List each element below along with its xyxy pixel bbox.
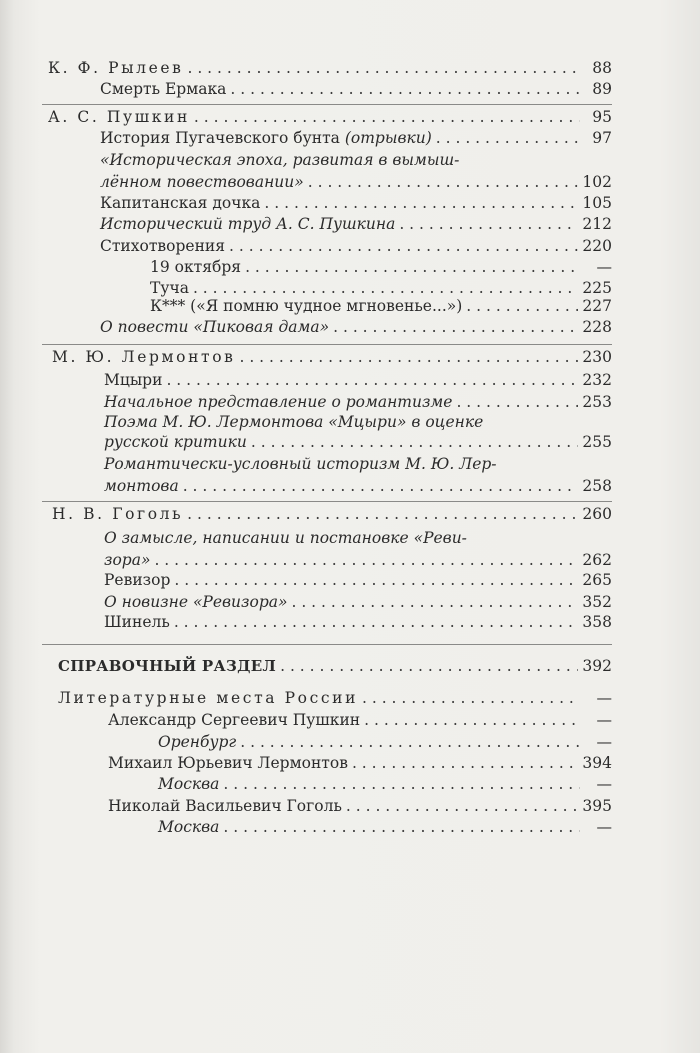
- dot-leader: [280, 656, 578, 676]
- toc-page-number: 358: [582, 613, 612, 631]
- toc-page-number: 394: [582, 754, 612, 772]
- toc-page-number: 225: [582, 279, 612, 297]
- toc-page-number: 228: [582, 318, 612, 336]
- dot-leader: [154, 550, 578, 570]
- dot-leader: [174, 612, 579, 632]
- toc-page-number: 227: [582, 297, 612, 315]
- toc-entry-wrapped-line: Романтически-условный историзм М. Ю. Лер-: [104, 455, 497, 473]
- toc-entry-title: К. Ф. Рылеев: [48, 59, 184, 77]
- toc-entry: [108, 710, 612, 730]
- toc-entry: [104, 570, 612, 590]
- toc-entry: [104, 476, 612, 496]
- toc-entry-title: К*** («Я помню чудное мгновенье...»): [150, 297, 463, 315]
- toc-entry: [48, 58, 612, 78]
- toc-entry: [104, 370, 612, 390]
- toc-entry-title: Михаил Юрьевич Лермонтов: [108, 754, 348, 772]
- dot-leader: [346, 796, 579, 816]
- toc-page-number: 265: [582, 571, 612, 589]
- toc-page-number: 253: [582, 393, 612, 411]
- toc-entry-title: [100, 128, 432, 148]
- toc-entry-title: Москва: [158, 775, 220, 793]
- toc-entry-title: зора»: [104, 551, 151, 569]
- toc-entry: [150, 278, 612, 298]
- toc-entry: [104, 550, 612, 570]
- toc-entry: [58, 688, 612, 708]
- dot-leader: [183, 476, 579, 496]
- toc-entry-wrapped-line: О замысле, написании и постановке «Реви-: [104, 529, 467, 547]
- toc-page-number: 102: [582, 173, 612, 191]
- toc-page-number: —: [596, 733, 612, 751]
- section-divider: [42, 501, 612, 502]
- toc-entry: [52, 504, 612, 524]
- dot-leader: [436, 128, 580, 148]
- toc-page-number: 230: [582, 348, 612, 366]
- dot-leader: [333, 317, 578, 337]
- toc-page-number: 262: [582, 551, 612, 569]
- toc-entry: [104, 392, 612, 412]
- toc-entry-title: русской критики: [104, 433, 247, 451]
- toc-page-number: —: [596, 775, 612, 793]
- toc-page-number: 255: [582, 433, 612, 451]
- toc-entry: [100, 317, 612, 337]
- toc-page-number: —: [596, 689, 612, 707]
- toc-page-number: 220: [582, 237, 612, 255]
- toc-entry-title: 19 октября: [150, 258, 242, 276]
- dot-leader: [187, 58, 580, 78]
- toc-entry-wrapped-line: Поэма М. Ю. Лермонтова «Мцыри» в оценке: [104, 413, 484, 431]
- dot-leader: [466, 296, 578, 316]
- toc-entry-wrapped-line: «Историческая эпоха, развитая в вымыш-: [100, 151, 460, 169]
- dot-leader: [174, 570, 578, 590]
- toc-entry-title: СПРАВОЧНЫЙ РАЗДЕЛ: [58, 657, 277, 675]
- toc-entry: [150, 257, 612, 277]
- dot-leader: [399, 214, 578, 234]
- toc-entry-title: Н. В. Гоголь: [52, 505, 184, 523]
- dot-leader: [229, 236, 578, 256]
- dot-leader: [223, 774, 580, 794]
- toc-page-number: 105: [582, 194, 612, 212]
- toc-page-number: 88: [592, 59, 612, 77]
- toc-entry: [150, 296, 612, 316]
- toc-entry-title: О новизне «Ревизора»: [104, 593, 288, 611]
- toc-entry-title: Ревизор: [104, 571, 171, 589]
- toc-entry-title-main: История Пугачевского бунта: [100, 129, 345, 147]
- dot-leader: [362, 688, 580, 708]
- toc-entry-title: Шинель: [104, 613, 170, 631]
- toc-page-number: 212: [582, 215, 612, 233]
- toc-page-number: 258: [582, 477, 612, 495]
- toc-entry-title: Оренбург: [158, 733, 237, 751]
- toc-entry-title: М. Ю. Лермонтов: [52, 348, 236, 366]
- toc-page-number: —: [596, 818, 612, 836]
- dot-leader: [364, 710, 580, 730]
- toc-entry: [158, 774, 612, 794]
- dot-leader: [264, 193, 578, 213]
- toc-entry-title: Туча: [150, 279, 189, 297]
- toc-page-number: 260: [582, 505, 612, 523]
- toc-entry: [108, 753, 612, 773]
- dot-leader: [166, 370, 578, 390]
- dot-leader: [245, 257, 580, 277]
- toc-entry: [100, 172, 612, 192]
- dot-leader: [187, 504, 578, 524]
- toc-entry-title: лённом повествовании»: [100, 173, 304, 191]
- toc-entry: [104, 612, 612, 632]
- dot-leader: [456, 392, 578, 412]
- dot-leader: [352, 753, 578, 773]
- toc-entry: [58, 656, 612, 676]
- dot-leader: [194, 107, 580, 127]
- toc-entry-title: Мцыри: [104, 371, 163, 389]
- toc-entry: [100, 214, 612, 234]
- dot-leader: [308, 172, 579, 192]
- toc-entry-title: Москва: [158, 818, 220, 836]
- toc-entry: [158, 817, 612, 837]
- toc-entry: [158, 732, 612, 752]
- toc-entry-title: Литературные места России: [58, 689, 358, 707]
- dot-leader: [239, 347, 578, 367]
- toc-page-number: 232: [582, 371, 612, 389]
- section-divider: [42, 344, 612, 345]
- toc-entry-title: А. С. Пушкин: [48, 108, 190, 126]
- toc-entry-title: Смерть Ермака: [100, 80, 227, 98]
- section-divider: [42, 644, 612, 645]
- toc-entry-title: Александр Сергеевич Пушкин: [108, 711, 361, 729]
- toc-page-number: —: [596, 258, 612, 276]
- toc-entry: [100, 236, 612, 256]
- toc-entry: [48, 107, 612, 127]
- dot-leader: [240, 732, 580, 752]
- toc-page-number: —: [596, 711, 612, 729]
- toc-entry: [104, 432, 612, 452]
- toc-entry-title: Капитанская дочка: [100, 194, 261, 212]
- toc-entry: [100, 128, 612, 148]
- toc-entry-title: Исторический труд А. С. Пушкина: [100, 215, 396, 233]
- dot-leader: [223, 817, 580, 837]
- section-divider: [42, 104, 612, 105]
- toc-entry-title: Начальное представление о романтизме: [104, 393, 453, 411]
- toc-page-number: 89: [592, 80, 612, 98]
- toc-page-number: 392: [582, 657, 612, 675]
- toc-entry: [108, 796, 612, 816]
- toc-entry-title-italic: (отрывки): [344, 129, 432, 147]
- dot-leader: [193, 278, 578, 298]
- toc-page-number: 95: [592, 108, 612, 126]
- toc-entry-title: монтова: [104, 477, 179, 495]
- toc-page-number: 97: [592, 129, 612, 147]
- dot-leader: [230, 79, 580, 99]
- toc-entry: [104, 592, 612, 612]
- toc-entry-title: О повести «Пиковая дама»: [100, 318, 330, 336]
- toc-page-number: 395: [582, 797, 612, 815]
- toc-page-number: 352: [582, 593, 612, 611]
- dot-leader: [291, 592, 578, 612]
- toc-entry: [52, 347, 612, 367]
- toc-entry-title: Николай Васильевич Гоголь: [108, 797, 342, 815]
- toc-entry: [100, 79, 612, 99]
- toc-entry: [100, 193, 612, 213]
- dot-leader: [251, 432, 579, 452]
- toc-entry-title: Стихотворения: [100, 237, 226, 255]
